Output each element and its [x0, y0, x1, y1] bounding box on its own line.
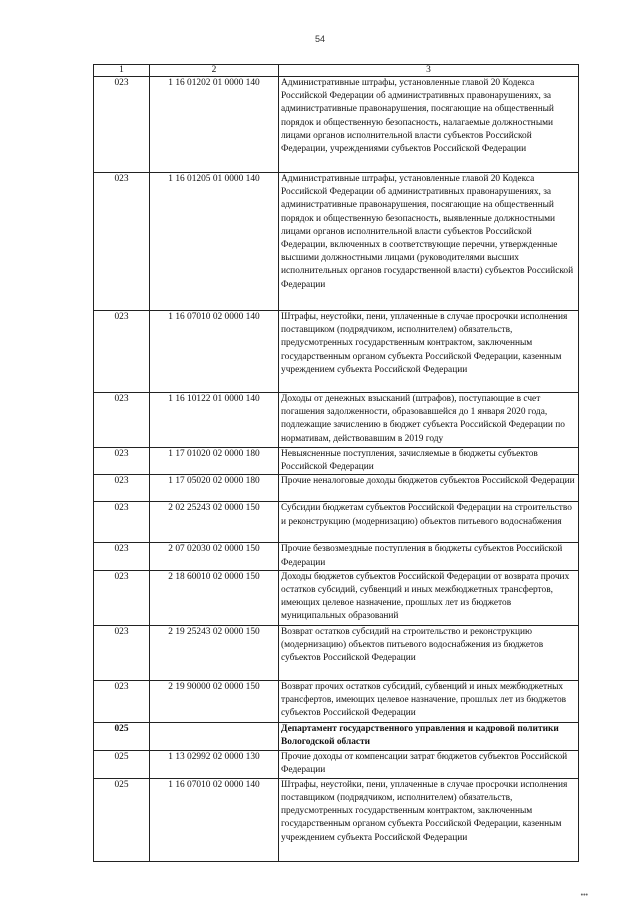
revenue-code-cell: 2 19 25243 02 0000 150 — [150, 625, 279, 680]
admin-code-cell: 023 — [94, 475, 150, 502]
revenue-code-cell: 1 13 02992 02 0000 130 — [150, 750, 279, 778]
revenue-code-cell: 2 18 60010 02 0000 150 — [150, 570, 279, 625]
column-header: 1 — [94, 65, 150, 77]
revenue-codes-table — [93, 64, 579, 862]
table-row — [94, 77, 579, 173]
description-cell: Невыясненные поступления, зачисляемые в бюджеты субъектов Российской Федерации — [279, 448, 579, 475]
description-cell: Возврат остатков субсидий на строительство и реконструкцию (модернизацию) объектов питьевого водоснабжения из бюджетов субъектов Российской Федерации — [279, 625, 579, 680]
table-row — [94, 393, 579, 448]
admin-code-cell: 025 — [94, 778, 150, 861]
admin-code-cell: 023 — [94, 77, 150, 173]
revenue-code-cell: 1 17 05020 02 0000 180 — [150, 475, 279, 502]
column-header: 2 — [150, 65, 279, 77]
description-cell: Прочие доходы от компенсации затрат бюджетов субъектов Российской Федерации — [279, 750, 579, 778]
revenue-code-cell: 1 16 10122 01 0000 140 — [150, 393, 279, 448]
table-row — [94, 543, 579, 570]
revenue-code-cell: 1 16 01202 01 0000 140 — [150, 77, 279, 173]
revenue-code-cell: 1 16 07010 02 0000 140 — [150, 311, 279, 393]
revenue-code-cell — [150, 722, 279, 750]
description-cell: Доходы от денежных взысканий (штрафов), поступающие в счет погашения задолженности, образовавшейся до 1 января 2020 года, подлежащие зачислению в бюджет субъекта Российской Федерации по нормативам, действовавшим в 2019 году — [279, 393, 579, 448]
table-row — [94, 570, 579, 625]
admin-code-cell: 023 — [94, 173, 150, 311]
department-row — [94, 722, 579, 750]
description-cell: Прочие безвозмездные поступления в бюджеты субъектов Российской Федерации — [279, 543, 579, 570]
description-cell: Административные штрафы, установленные главой 20 Кодекса Российской Федерации об административных правонарушениях, за административные правонарушения, посягающие на общественный порядок и общественную безопасность, налагаемые должностными лицами органов исполнительной власти субъектов Российской Федерации, учреждениями субъектов Российской Федерации — [279, 77, 579, 173]
admin-code-cell: 023 — [94, 502, 150, 543]
admin-code-cell: 023 — [94, 625, 150, 680]
admin-code-cell: 023 — [94, 311, 150, 393]
admin-code-cell: 025 — [94, 750, 150, 778]
revenue-code-cell: 1 16 07010 02 0000 140 — [150, 778, 279, 861]
table-row — [94, 173, 579, 311]
table-header-row — [94, 65, 579, 77]
revenue-code-cell: 1 17 01020 02 0000 180 — [150, 448, 279, 475]
table-row — [94, 750, 579, 778]
description-cell: Прочие неналоговые доходы бюджетов субъектов Российской Федерации — [279, 475, 579, 502]
description-cell: Штрафы, неустойки, пени, уплаченные в случае просрочки исполнения поставщиком (подрядчиком, исполнителем) обязательств, предусмотренных государственным контрактом, заключенным государственным органом субъекта Российской Федерации, казенным учреждением субъекта Российской Федерации — [279, 311, 579, 393]
description-cell: Доходы бюджетов субъектов Российской Федерации от возврата прочих остатков субсидий, субвенций и иных межбюджетных трансфертов, имеющих целевое назначение, прошлых лет из бюджетов муниципальных образований — [279, 570, 579, 625]
admin-code-cell: 023 — [94, 570, 150, 625]
column-header: 3 — [279, 65, 579, 77]
admin-code-cell: 023 — [94, 680, 150, 722]
description-cell: Возврат прочих остатков субсидий, субвенций и иных межбюджетных трансфертов, имеющих целевое назначение, прошлых лет из бюджетов субъектов Российской Федерации — [279, 680, 579, 722]
table-row — [94, 502, 579, 543]
admin-code-cell: 023 — [94, 393, 150, 448]
table-row — [94, 778, 579, 861]
description-cell: Субсидии бюджетам субъектов Российской Федерации на строительство и реконструкцию (модернизацию) объектов питьевого водоснабжения — [279, 502, 579, 543]
admin-code-cell: 023 — [94, 448, 150, 475]
admin-code-cell: 025 — [94, 722, 150, 750]
revenue-code-cell: 2 02 25243 02 0000 150 — [150, 502, 279, 543]
table-row — [94, 625, 579, 680]
page-corner-mark: ••• — [580, 892, 588, 899]
description-cell: Административные штрафы, установленные главой 20 Кодекса Российской Федерации об административных правонарушениях, за административные правонарушения, посягающие на общественный порядок и общественную безопасность, выявленные должностными лицами органов исполнительной власти субъектов Российской Федерации, включенных в соответствующие перечни, утвержденные высшими должностными лицами (руководителями высших исполнительных органов государственной власти) субъектов Российской Федерации — [279, 173, 579, 311]
description-cell: Департамент государственного управления и кадровой политики Вологодской области — [279, 722, 579, 750]
table-row — [94, 448, 579, 475]
admin-code-cell: 023 — [94, 543, 150, 570]
description-cell: Штрафы, неустойки, пени, уплаченные в случае просрочки исполнения поставщиком (подрядчиком, исполнителем) обязательств, предусмотренных государственным контрактом, заключенным государственным органом субъекта Российской Федерации, казенным учреждением субъекта Российской Федерации — [279, 778, 579, 861]
table-row — [94, 680, 579, 722]
revenue-code-cell: 2 07 02030 02 0000 150 — [150, 543, 279, 570]
table-row — [94, 475, 579, 502]
page-number: 54 — [314, 34, 325, 44]
table-row — [94, 311, 579, 393]
revenue-code-cell: 2 19 90000 02 0000 150 — [150, 680, 279, 722]
revenue-code-cell: 1 16 01205 01 0000 140 — [150, 173, 279, 311]
